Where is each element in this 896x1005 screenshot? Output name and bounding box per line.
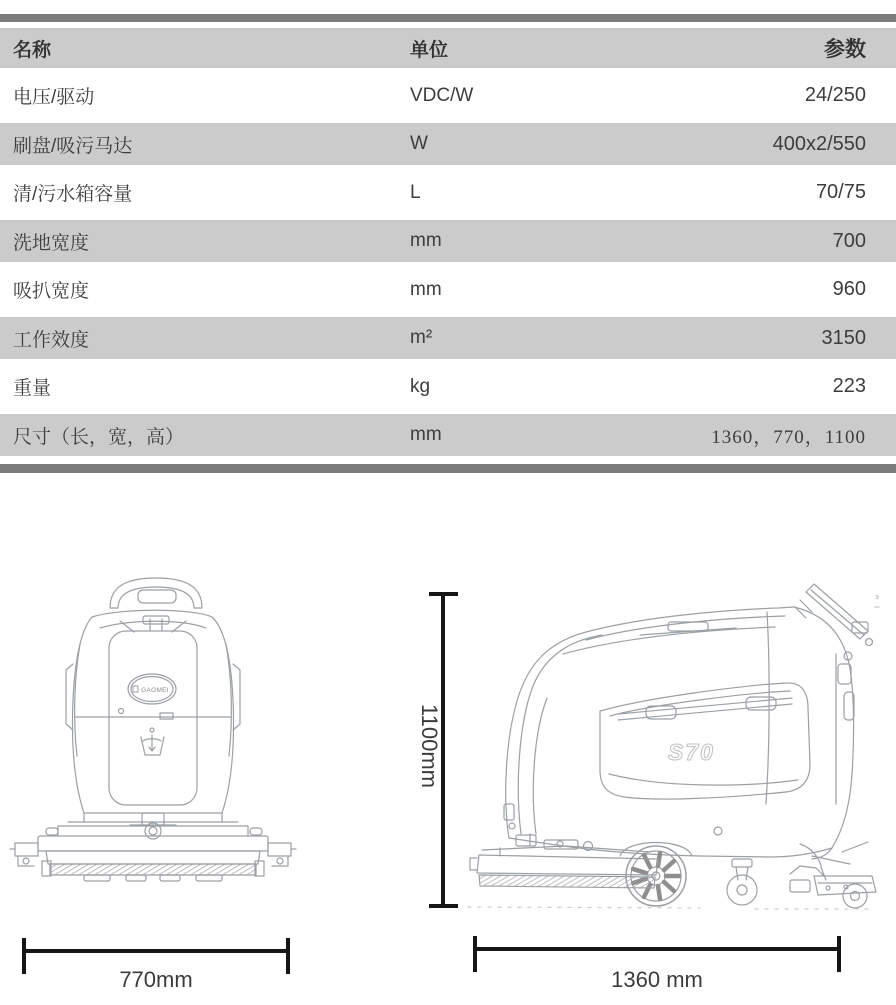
bottom-divider-bar xyxy=(0,464,896,473)
spec-value: 400x2/550 xyxy=(772,132,866,155)
spec-value: 960 xyxy=(832,278,866,300)
side-view-drawing xyxy=(468,584,879,909)
table-row xyxy=(0,165,896,220)
top-divider-bar xyxy=(0,14,896,22)
side-length-dimension xyxy=(475,936,839,992)
spec-name: 洗地宽度 xyxy=(13,232,90,254)
spec-name: 工作效度 xyxy=(13,329,90,351)
spec-unit: mm xyxy=(410,230,442,251)
spec-unit: kg xyxy=(410,375,431,397)
table-row xyxy=(0,220,896,262)
front-width-dimension xyxy=(24,938,288,992)
spec-name: 刷盘/吸污马达 xyxy=(13,135,133,157)
header-name: 名称 xyxy=(13,39,52,61)
table-row xyxy=(0,262,896,317)
spec-name: 尺寸（长，宽，高） xyxy=(13,426,185,448)
side-squeegee xyxy=(790,842,876,908)
table-row xyxy=(0,123,896,165)
side-caster-wheel xyxy=(714,827,757,905)
table-header-row xyxy=(0,28,896,68)
spec-value: 70/75 xyxy=(815,181,866,203)
spec-unit: mm xyxy=(410,424,442,445)
side-body xyxy=(506,607,868,859)
spec-name: 清/污水箱容量 xyxy=(13,184,133,205)
spec-name: 重量 xyxy=(13,378,52,399)
spec-name: 吸扒宽度 xyxy=(13,281,90,302)
spec-unit: W xyxy=(410,133,428,154)
spec-value: 223 xyxy=(832,375,866,397)
front-logo-text: GAOMEI xyxy=(141,687,169,694)
table-row xyxy=(0,317,896,359)
front-logo xyxy=(128,674,176,704)
drawings-canvas xyxy=(0,504,896,1000)
side-height-label: 1100mm xyxy=(417,704,442,788)
spec-value: 1360，770，1100 xyxy=(711,426,866,448)
spec-unit: mm xyxy=(410,278,442,300)
side-recess-panel xyxy=(600,683,810,799)
drain-icon xyxy=(141,728,164,755)
front-brush-deck xyxy=(10,826,296,881)
front-view-drawing xyxy=(10,578,296,881)
table-row xyxy=(0,359,896,414)
spec-name: 电压/驱动 xyxy=(13,87,95,108)
table-row xyxy=(0,68,896,123)
dimension-drawings xyxy=(0,504,896,1000)
side-model-text: S70 xyxy=(668,739,715,765)
front-handle xyxy=(110,578,202,608)
spec-value: 24/250 xyxy=(804,84,866,106)
front-body xyxy=(66,617,240,813)
front-width-label: 770mm xyxy=(119,967,193,992)
spec-unit: L xyxy=(410,181,421,203)
spec-table xyxy=(0,28,896,456)
table-row xyxy=(0,414,896,456)
header-value: 参数 xyxy=(824,38,866,61)
side-length-label: 1360 mm xyxy=(611,967,703,992)
side-height-dimension xyxy=(417,594,458,906)
spec-value: 3150 xyxy=(821,326,866,349)
spec-value: 700 xyxy=(832,229,866,252)
header-unit: 单位 xyxy=(410,39,449,61)
side-handle xyxy=(795,584,873,646)
spec-unit: VDC/W xyxy=(410,84,474,106)
spec-unit: m² xyxy=(410,327,433,348)
